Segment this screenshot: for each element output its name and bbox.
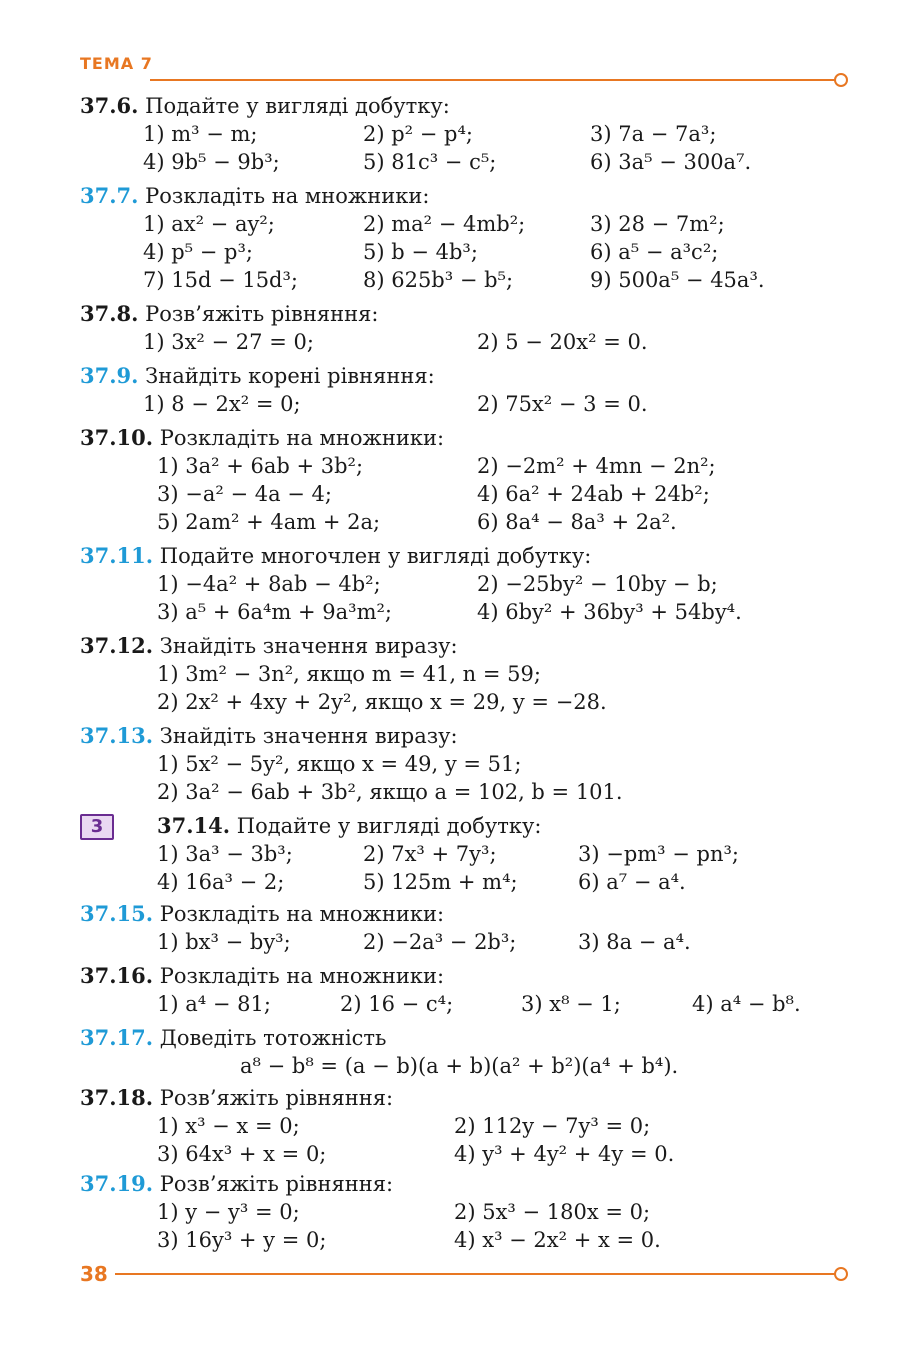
exercise-37-8-heading: 37.8. Розв’яжіть рівняння: — [80, 301, 379, 326]
exercise-37-11-heading: 37.11. Подайте многочлен у вигляді добутку: — [80, 543, 592, 568]
exercise-item: 4) 6a² + 24ab + 24b²; — [477, 482, 710, 506]
exercise-item: 5) 125m + m⁴; — [363, 870, 518, 894]
difficulty-level-badge: 3 — [80, 814, 114, 840]
exercise-item: 1) 3m² − 3n², якщо m = 41, n = 59; — [157, 662, 541, 686]
exercise-37-9-heading: 37.9. Знайдіть корені рівняння: — [80, 363, 435, 388]
exercise-item: 1) −4a² + 8ab − 4b²; — [157, 572, 381, 596]
header-divider-end-icon — [834, 73, 848, 87]
exercise-item: 5) 2am² + 4am + 2a; — [157, 510, 381, 534]
exercise-item: 4) x³ − 2x² + x = 0. — [454, 1228, 661, 1252]
exercise-item: 1) ax² − ay²; — [143, 212, 275, 236]
topic-label: ТЕМА 7 — [80, 54, 153, 73]
exercise-item: 2) 5 − 20x² = 0. — [477, 330, 648, 354]
exercise-item: 2) 5x³ − 180x = 0; — [454, 1200, 651, 1224]
exercise-item: 2) 3a² − 6ab + 3b², якщо a = 102, b = 101. — [157, 780, 623, 804]
exercise-item: 2) p² − p⁴; — [363, 122, 473, 146]
exercise-item: 4) p⁵ − p³; — [143, 240, 253, 264]
exercise-37-17-heading: 37.17. Доведіть тотожність — [80, 1025, 387, 1050]
exercise-item: 6) 8a⁴ − 8a³ + 2a². — [477, 510, 677, 534]
exercise-37-10-heading: 37.10. Розкладіть на множники: — [80, 425, 445, 450]
exercise-item: 2) −2m² + 4mn − 2n²; — [477, 454, 716, 478]
exercise-37-7-heading: 37.7. Розкладіть на множники: — [80, 183, 430, 208]
exercise-item: 3) x⁸ − 1; — [521, 992, 621, 1016]
exercise-item: 3) 8a − a⁴. — [578, 930, 691, 954]
exercise-item: 3) −a² − 4a − 4; — [157, 482, 332, 506]
identity-formula: a⁸ − b⁸ = (a − b)(a + b)(a² + b²)(a⁴ + b⁴). — [240, 1054, 679, 1078]
exercise-37-13-heading: 37.13. Знайдіть значення виразу: — [80, 723, 458, 748]
exercise-37-14-heading: 37.14. Подайте у вигляді добутку: — [157, 813, 542, 838]
exercise-item: 1) 5x² − 5y², якщо x = 49, y = 51; — [157, 752, 522, 776]
exercise-item: 1) m³ − m; — [143, 122, 258, 146]
page-number: 38 — [80, 1262, 108, 1286]
exercise-item: 8) 625b³ − b⁵; — [363, 268, 514, 292]
exercise-37-18-heading: 37.18. Розв’яжіть рівняння: — [80, 1085, 394, 1110]
exercise-item: 2) 112y − 7y³ = 0; — [454, 1114, 651, 1138]
footer-divider-end-icon — [834, 1267, 848, 1281]
exercise-37-16-heading: 37.16. Розкладіть на множники: — [80, 963, 445, 988]
exercise-item: 3) −pm³ − pn³; — [578, 842, 740, 866]
footer-divider — [115, 1273, 840, 1275]
exercise-item: 4) y³ + 4y² + 4y = 0. — [454, 1142, 675, 1166]
exercise-item: 7) 15d − 15d³; — [143, 268, 298, 292]
exercise-item: 2) 7x³ + 7y³; — [363, 842, 497, 866]
exercise-item: 5) 81c³ − c⁵; — [363, 150, 497, 174]
exercise-item: 4) 16a³ − 2; — [157, 870, 285, 894]
exercise-item: 2) 2x² + 4xy + 2y², якщо x = 29, y = −28. — [157, 690, 607, 714]
exercise-item: 5) b − 4b³; — [363, 240, 478, 264]
exercise-item: 3) 7a − 7a³; — [590, 122, 717, 146]
exercise-item: 1) 3a³ − 3b³; — [157, 842, 293, 866]
exercise-item: 1) x³ − x = 0; — [157, 1114, 300, 1138]
exercise-item: 6) a⁵ − a³c²; — [590, 240, 719, 264]
exercise-item: 1) 3x² − 27 = 0; — [143, 330, 314, 354]
exercise-item: 9) 500a⁵ − 45a³. — [590, 268, 765, 292]
exercise-item: 2) −2a³ − 2b³; — [363, 930, 517, 954]
exercise-item: 1) y − y³ = 0; — [157, 1200, 300, 1224]
header-divider — [150, 79, 840, 81]
exercise-item: 3) 16y³ + y = 0; — [157, 1228, 327, 1252]
exercise-item: 1) a⁴ − 81; — [157, 992, 271, 1016]
exercise-item: 3) 28 − 7m²; — [590, 212, 725, 236]
exercise-37-15-heading: 37.15. Розкладіть на множники: — [80, 901, 445, 926]
exercise-item: 1) 3a² + 6ab + 3b²; — [157, 454, 364, 478]
exercise-item: 2) −25by² − 10by − b; — [477, 572, 718, 596]
exercise-item: 2) ma² − 4mb²; — [363, 212, 526, 236]
exercise-item: 4) 9b⁵ − 9b³; — [143, 150, 280, 174]
exercise-item: 2) 16 − c⁴; — [340, 992, 454, 1016]
exercise-item: 1) 8 − 2x² = 0; — [143, 392, 301, 416]
exercise-37-19-heading: 37.19. Розв’яжіть рівняння: — [80, 1171, 394, 1196]
exercise-item: 2) 75x² − 3 = 0. — [477, 392, 648, 416]
exercise-item: 3) 64x³ + x = 0; — [157, 1142, 327, 1166]
exercise-item: 1) bx³ − by³; — [157, 930, 291, 954]
exercise-item: 3) a⁵ + 6a⁴m + 9a³m²; — [157, 600, 392, 624]
exercise-item: 4) 6by² + 36by³ + 54by⁴. — [477, 600, 742, 624]
exercise-item: 6) a⁷ − a⁴. — [578, 870, 686, 894]
exercise-item: 4) a⁴ − b⁸. — [692, 992, 801, 1016]
exercise-37-6-heading: 37.6. Подайте у вигляді добутку: — [80, 93, 450, 118]
exercise-37-12-heading: 37.12. Знайдіть значення виразу: — [80, 633, 458, 658]
exercise-item: 6) 3a⁵ − 300a⁷. — [590, 150, 752, 174]
